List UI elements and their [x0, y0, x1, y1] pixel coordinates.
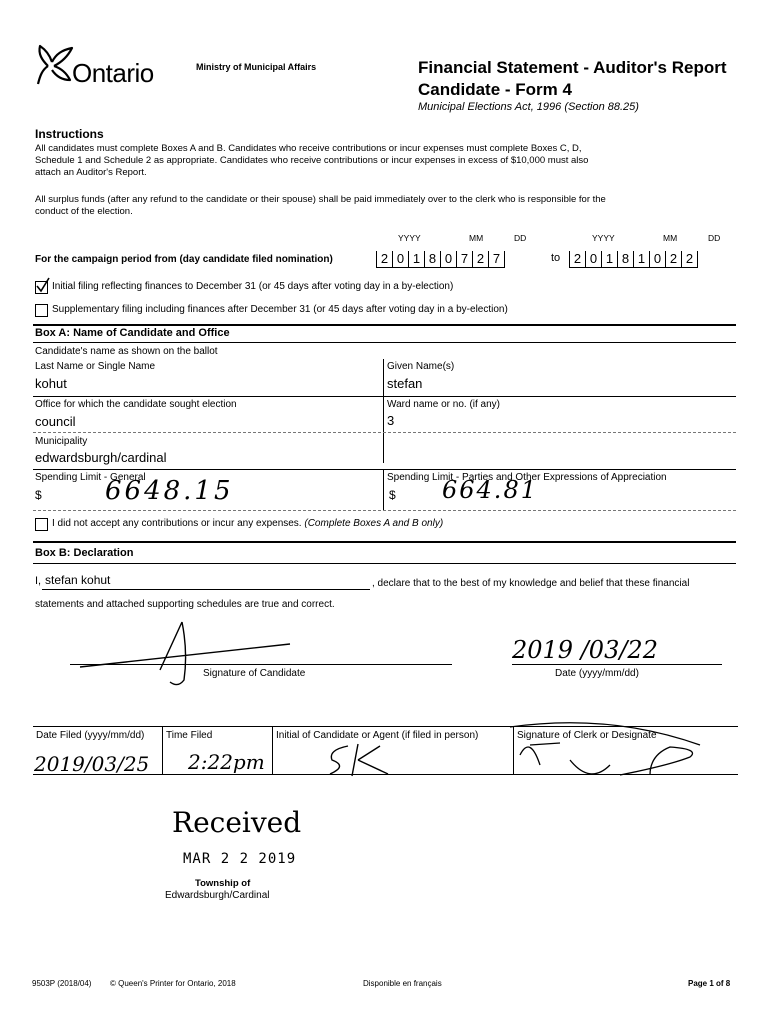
no-contributions-label: I did not accept any contributions or incur any expenses.	[52, 518, 302, 529]
initial-filing-checkbox[interactable]	[35, 281, 48, 294]
declaration-prefix: I,	[35, 575, 42, 587]
ward-label: Ward name or no. (if any)	[387, 399, 501, 410]
box-b-heading: Box B: Declaration	[35, 547, 134, 559]
last-name-label: Last Name or Single Name	[35, 361, 156, 372]
to-yyyy-label: YYYY	[592, 233, 615, 243]
digit: 1	[409, 251, 425, 267]
period-to-label: to	[551, 252, 561, 264]
ballot-name-label: Candidate's name as shown on the ballot	[35, 346, 218, 357]
ward-field[interactable]: 3	[387, 413, 395, 428]
digit: 0	[441, 251, 457, 267]
digit: 2	[377, 251, 393, 267]
digit: 2	[685, 251, 694, 266]
declarant-name-field[interactable]: stefan kohut	[45, 573, 111, 587]
stamp-township: Township of	[195, 878, 251, 889]
instructions-line: All surplus funds (after any refund to the candidate or their spouse) shall be paid immediately over to the clerk who is responsible for the	[35, 194, 606, 205]
form-id: 9503P (2018/04)	[32, 979, 92, 988]
period-label: For the campaign period from (day candidate filed nomination)	[35, 254, 333, 265]
logo-text: Ontario	[72, 58, 154, 88]
limit-general-currency: $	[35, 488, 42, 502]
limit-parties-currency: $	[389, 488, 396, 502]
initial-label: Initial of Candidate or Agent (if filed in person)	[276, 730, 479, 741]
received-stamp: Received	[172, 806, 302, 839]
municipality-label: Municipality	[35, 436, 88, 447]
ontario-logo	[30, 40, 180, 90]
digit: 2	[570, 251, 586, 267]
copyright: © Queen's Printer for Ontario, 2018	[110, 979, 236, 988]
french-availability: Disponible en français	[363, 979, 442, 988]
from-dd-label: DD	[514, 233, 527, 243]
no-contributions-checkbox[interactable]	[35, 518, 48, 531]
last-name-field[interactable]: kohut	[35, 376, 67, 391]
supplementary-filing-label: Supplementary filing including finances after December 31 (or 45 days after voting day in a by-election)	[52, 304, 508, 315]
digit: 1	[602, 251, 618, 267]
clerk-signature-label: Signature of Clerk or Designate	[517, 730, 657, 741]
instructions-line: attach an Auditor's Report.	[35, 167, 147, 178]
instructions-heading: Instructions	[35, 127, 104, 141]
time-filed-field[interactable]: 2:22pm	[188, 750, 265, 774]
candidate-signature-label: Signature of Candidate	[203, 668, 306, 679]
to-mm-label: MM	[663, 233, 678, 243]
given-name-label: Given Name(s)	[387, 361, 455, 372]
supplementary-filing-checkbox[interactable]	[35, 304, 48, 317]
candidate-signature	[60, 612, 360, 702]
date-filed-label: Date Filed (yyyy/mm/dd)	[36, 730, 145, 741]
municipality-field[interactable]: edwardsburgh/cardinal	[35, 450, 167, 465]
form-title: Financial Statement - Auditor's Report	[418, 58, 727, 77]
from-date-field[interactable]	[376, 251, 505, 268]
initial-filing-label: Initial filing reflecting finances to December 31 (or 45 days after voting day in a by-election)	[52, 281, 454, 292]
limit-parties-field[interactable]: 664.81	[442, 476, 538, 504]
to-dd-label: DD	[708, 233, 721, 243]
instructions-line: All candidates must complete Boxes A and B. Candidates who receive contributions or incur expenses must complete Boxes C, D,	[35, 143, 582, 154]
digit: 0	[586, 251, 602, 267]
checkmark-icon	[35, 277, 51, 293]
digit: 7	[492, 251, 501, 266]
limit-parties-label: Spending Limit - Parties and Other Expressions of Appreciation	[387, 472, 667, 483]
act-text: Municipal Elections Act, 1996 (Section 88.25)	[418, 101, 639, 113]
from-mm-label: MM	[469, 233, 484, 243]
received-date: MAR 2 2 2019	[183, 851, 297, 867]
instructions-para1	[35, 143, 735, 179]
declaration-date-label: Date (yyyy/mm/dd)	[555, 668, 639, 679]
instructions-line: Schedule 1 and Schedule 2 as appropriate. Candidates who receive contributions or incur expenses in excess of $10,000 must also	[35, 155, 589, 166]
to-date-field[interactable]	[569, 251, 698, 268]
box-a-heading: Box A: Name of Candidate and Office	[35, 327, 230, 339]
ministry-name: Ministry of Municipal Affairs	[196, 62, 317, 72]
limit-general-field[interactable]: 6648.15	[105, 476, 234, 506]
stamp-municipality: Edwardsburgh/Cardinal	[165, 890, 270, 901]
declaration-date-field[interactable]: 2019 /03/22	[512, 636, 658, 664]
from-yyyy-label: YYYY	[398, 233, 421, 243]
no-contributions-note: (Complete Boxes A and B only)	[304, 518, 444, 529]
digit: 2	[473, 251, 489, 267]
instructions-line: conduct of the election.	[35, 206, 133, 217]
office-label: Office for which the candidate sought election	[35, 399, 237, 410]
digit: 2	[666, 251, 682, 267]
form-subtitle: Candidate - Form 4	[418, 80, 572, 99]
declaration-text-2: statements and attached supporting schedules are true and correct.	[35, 599, 335, 610]
digit: 8	[618, 251, 634, 267]
date-filed-field[interactable]: 2019/03/25	[34, 752, 150, 776]
limit-general-label: Spending Limit - General	[35, 472, 146, 483]
page-number: Page 1 of 8	[688, 979, 731, 988]
digit: 0	[650, 251, 666, 267]
office-field[interactable]: council	[35, 414, 76, 429]
digit: 1	[634, 251, 650, 267]
digit: 8	[425, 251, 441, 267]
act-reference	[418, 101, 639, 113]
instructions-para2	[35, 194, 735, 218]
time-filed-label: Time Filed	[166, 730, 213, 741]
no-contributions-text	[52, 518, 443, 529]
digit: 7	[457, 251, 473, 267]
declaration-text: , declare that to the best of my knowledge and belief that these financial	[372, 578, 690, 589]
given-name-field[interactable]: stefan	[387, 376, 423, 391]
digit: 0	[393, 251, 409, 267]
